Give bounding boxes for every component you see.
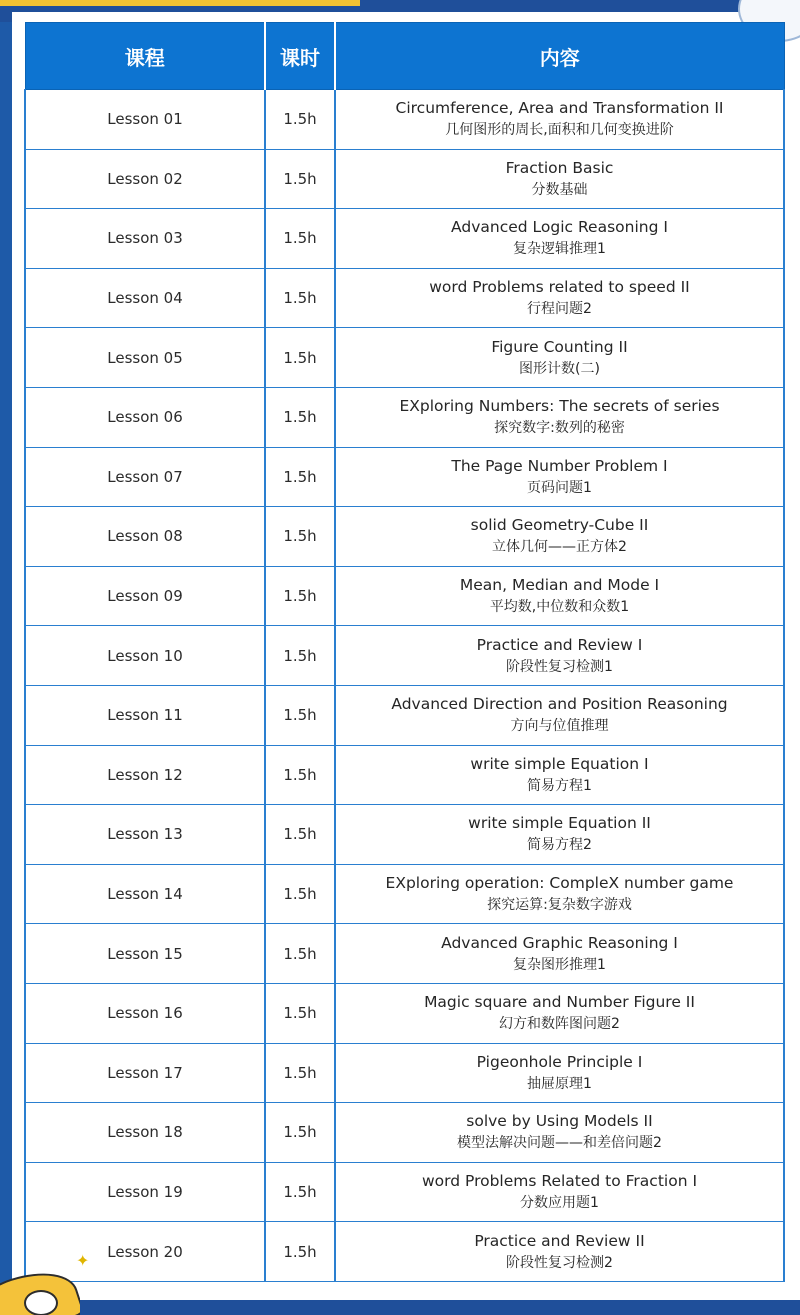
- lesson-cell: Lesson 11: [25, 685, 265, 745]
- lesson-cell: Lesson 09: [25, 566, 265, 626]
- lesson-subtitle: 阶段性复习检测2: [506, 1254, 613, 1271]
- lesson-subtitle: 阶段性复习检测1: [506, 658, 613, 675]
- hours-cell: 1.5h: [265, 149, 335, 209]
- lesson-title: EXploring Numbers: The secrets of series: [399, 397, 720, 416]
- hours-cell: 1.5h: [265, 1043, 335, 1103]
- lesson-cell: Lesson 01: [25, 90, 265, 150]
- table-row: [25, 209, 784, 269]
- lesson-title: EXploring operation: CompleX number game: [385, 874, 734, 893]
- content-cell: [335, 1222, 784, 1282]
- table-row: [25, 983, 784, 1043]
- lesson-title: Advanced Graphic Reasoning I: [441, 933, 678, 952]
- lesson-subtitle: 简易方程1: [527, 777, 592, 794]
- lesson-subtitle: 模型法解决问题——和差倍问题2: [457, 1135, 662, 1152]
- lesson-cell: Lesson 08: [25, 507, 265, 567]
- content-cell: [335, 566, 784, 626]
- lesson-subtitle: 探究数字:数列的秘密: [494, 420, 625, 437]
- lesson-subtitle: 立体几何——正方体2: [492, 539, 627, 556]
- table-row: [25, 685, 784, 745]
- content-cell: [335, 149, 784, 209]
- header-content: 内容: [335, 23, 784, 90]
- content-cell: [335, 1162, 784, 1222]
- table-row: [25, 328, 784, 388]
- lesson-subtitle: 幻方和数阵图问题2: [499, 1016, 620, 1033]
- hours-cell: 1.5h: [265, 1222, 335, 1282]
- header-hours: 课时: [265, 23, 335, 90]
- hours-cell: 1.5h: [265, 566, 335, 626]
- lesson-title: write simple Equation II: [468, 814, 651, 833]
- content-cell: [335, 983, 784, 1043]
- table-row: [25, 447, 784, 507]
- table-row: [25, 1043, 784, 1103]
- lesson-cell: Lesson 15: [25, 924, 265, 984]
- lesson-title: Circumference, Area and Transformation II: [395, 99, 724, 118]
- lesson-title: solve by Using Models II: [466, 1112, 653, 1131]
- lesson-title: Practice and Review I: [476, 635, 643, 654]
- lesson-cell: Lesson 03: [25, 209, 265, 269]
- lesson-cell: Lesson 19: [25, 1162, 265, 1222]
- lesson-subtitle: 图形计数(二): [519, 360, 600, 377]
- lesson-cell: Lesson 14: [25, 864, 265, 924]
- hours-cell: 1.5h: [265, 805, 335, 865]
- hours-cell: 1.5h: [265, 626, 335, 686]
- hours-cell: 1.5h: [265, 387, 335, 447]
- lesson-subtitle: 几何图形的周长,面积和几何变换进阶: [445, 122, 674, 139]
- content-cell: [335, 387, 784, 447]
- lesson-title: Fraction Basic: [505, 158, 614, 177]
- content-cell: [335, 1043, 784, 1103]
- lesson-subtitle: 简易方程2: [527, 837, 592, 854]
- content-cell: [335, 1103, 784, 1163]
- lesson-cell: Lesson 20: [25, 1222, 265, 1282]
- lesson-subtitle: 复杂图形推理1: [513, 956, 606, 973]
- content-cell: [335, 209, 784, 269]
- table-row: [25, 268, 784, 328]
- content-cell: [335, 685, 784, 745]
- lesson-subtitle: 行程问题2: [527, 301, 592, 318]
- hours-cell: 1.5h: [265, 209, 335, 269]
- lesson-title: word Problems Related to Fraction I: [421, 1171, 698, 1190]
- hours-cell: 1.5h: [265, 90, 335, 150]
- lesson-subtitle: 复杂逻辑推理1: [513, 241, 606, 258]
- lesson-title: solid Geometry-Cube II: [470, 516, 649, 535]
- content-cell: [335, 805, 784, 865]
- hours-cell: 1.5h: [265, 1103, 335, 1163]
- lesson-subtitle: 页码问题1: [527, 479, 592, 496]
- lesson-cell: Lesson 16: [25, 983, 265, 1043]
- table-row: [25, 90, 784, 150]
- lesson-cell: Lesson 06: [25, 387, 265, 447]
- lesson-cell: Lesson 04: [25, 268, 265, 328]
- content-cell: [335, 626, 784, 686]
- lesson-cell: Lesson 18: [25, 1103, 265, 1163]
- content-cell: [335, 268, 784, 328]
- header-lesson: 课程: [25, 23, 265, 90]
- hours-cell: 1.5h: [265, 924, 335, 984]
- table-row: [25, 924, 784, 984]
- rocket-window: [24, 1290, 58, 1315]
- corner-swirl-line: [772, 0, 800, 16]
- lesson-title: Pigeonhole Principle I: [476, 1052, 643, 1071]
- syllabus-table: [24, 22, 785, 1282]
- lesson-cell: Lesson 07: [25, 447, 265, 507]
- lesson-subtitle: 抽屉原理1: [527, 1075, 592, 1092]
- content-cell: [335, 447, 784, 507]
- table-row: [25, 1103, 784, 1163]
- lesson-cell: Lesson 13: [25, 805, 265, 865]
- hours-cell: 1.5h: [265, 1162, 335, 1222]
- hours-cell: 1.5h: [265, 328, 335, 388]
- lesson-subtitle: 方向与位值推理: [510, 718, 609, 735]
- lesson-title: The Page Number Problem I: [451, 456, 668, 475]
- lesson-subtitle: 平均数,中位数和众数1: [489, 599, 630, 616]
- lesson-cell: Lesson 10: [25, 626, 265, 686]
- hours-cell: 1.5h: [265, 268, 335, 328]
- lesson-cell: Lesson 17: [25, 1043, 265, 1103]
- lesson-subtitle: 分数应用题1: [520, 1194, 599, 1211]
- table-row: [25, 387, 784, 447]
- lesson-subtitle: 探究运算:复杂数字游戏: [487, 897, 632, 914]
- content-cell: [335, 924, 784, 984]
- table-row: [25, 566, 784, 626]
- top-frame-accent: [0, 0, 360, 6]
- table-row: [25, 745, 784, 805]
- content-cell: [335, 507, 784, 567]
- table-header-row: [25, 23, 784, 90]
- content-cell: [335, 328, 784, 388]
- table-row: [25, 1222, 784, 1282]
- table-row: [25, 507, 784, 567]
- content-cell: [335, 745, 784, 805]
- lesson-title: Practice and Review II: [474, 1231, 645, 1250]
- table-row: [25, 149, 784, 209]
- lesson-cell: Lesson 05: [25, 328, 265, 388]
- table-row: [25, 805, 784, 865]
- hours-cell: 1.5h: [265, 507, 335, 567]
- lesson-title: Advanced Logic Reasoning I: [451, 218, 668, 237]
- lesson-cell: Lesson 12: [25, 745, 265, 805]
- rocket-icon: [0, 1268, 80, 1315]
- hours-cell: 1.5h: [265, 864, 335, 924]
- content-cell: [335, 864, 784, 924]
- hours-cell: 1.5h: [265, 447, 335, 507]
- lesson-title: Mean, Median and Mode I: [459, 576, 660, 595]
- content-cell: [335, 90, 784, 150]
- lesson-cell: Lesson 02: [25, 149, 265, 209]
- hours-cell: 1.5h: [265, 685, 335, 745]
- table-row: [25, 626, 784, 686]
- lesson-title: Figure Counting II: [491, 337, 628, 356]
- lesson-title: Advanced Direction and Position Reasoning: [391, 695, 728, 714]
- table-row: [25, 864, 784, 924]
- lesson-title: write simple Equation I: [470, 754, 649, 773]
- lesson-title: word Problems related to speed II: [429, 278, 690, 297]
- lesson-title: Magic square and Number Figure II: [424, 993, 695, 1012]
- table-row: [25, 1162, 784, 1222]
- sparkle-icon: ✦: [76, 1251, 90, 1270]
- lesson-subtitle: 分数基础: [531, 181, 588, 198]
- hours-cell: 1.5h: [265, 983, 335, 1043]
- hours-cell: 1.5h: [265, 745, 335, 805]
- bottom-frame: [0, 1300, 800, 1315]
